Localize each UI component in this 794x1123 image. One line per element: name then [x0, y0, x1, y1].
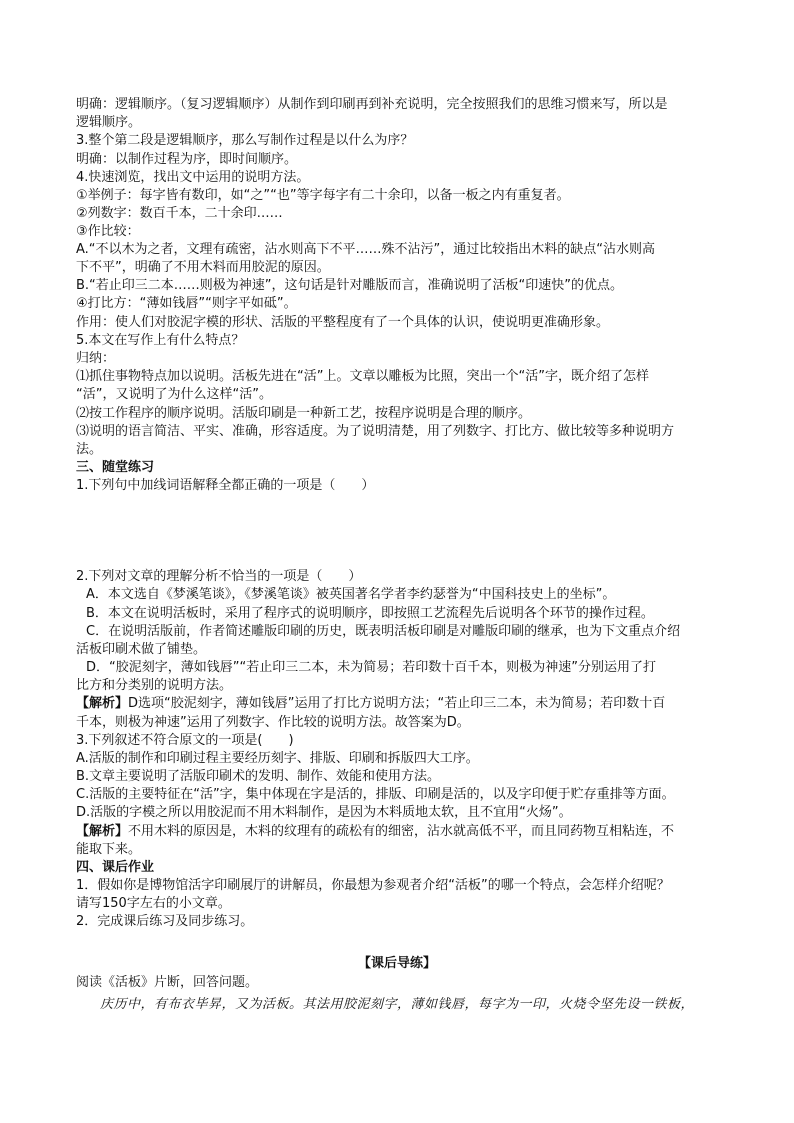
- question-line: 2.下列对文章的理解分析不恰当的一项是（ ）: [76, 569, 362, 584]
- homework-line: 2．完成课后练习及同步练习。: [76, 914, 254, 929]
- question-line: 4.快速浏览，找出文中运用的说明方法。: [76, 170, 310, 185]
- text-line: ⑶说明的语言简洁、平实、准确，形容适度。为了说明清楚，用了列数字、打比方、做比较等多种说明方: [76, 424, 675, 439]
- guide-heading: 【课后导练】: [357, 956, 436, 971]
- question-line: 5.本文在写作上有什么特点？: [76, 333, 245, 348]
- text-line: ⑵按工作程序的顺序说明。活版印刷是一种新工艺，按程序说明是合理的顺序。: [76, 406, 532, 421]
- text-line: 明确：逻辑顺序。（复习逻辑顺序）从制作到印刷再到补充说明，完全按照我们的思维习惯来写，所以是: [76, 97, 668, 112]
- analysis-tag: 【解析】: [76, 696, 129, 711]
- analysis-tag: 【解析】: [76, 824, 129, 839]
- section-heading: 三、随堂练习: [76, 460, 155, 475]
- analysis-line: 能取下来。: [76, 842, 142, 857]
- option-line: C.活版的主要特征在“活”字，集中体现在字是活的，排版、印刷是活的，以及字印便于贮存重排等方面。: [76, 787, 675, 802]
- analysis-line: 【解析】不用木料的原因是，木料的纹理有的疏松有的细密，沾水就高低不平，而且同药物互相粘连，不: [76, 824, 675, 839]
- text-line: ③作比较：: [76, 224, 140, 239]
- option-line: D.活版的字模之所以用胶泥而不用木料制作，是因为木料质地太软，且不宜用“火炀”。: [76, 805, 572, 820]
- text-line: A.“不以木为之者，文理有疏密，沾水则高下不平……殊不沾污”，通过比较指出木料的缺点“沾水则高: [76, 242, 656, 257]
- option-line: 活板印刷术做了铺垫。: [76, 642, 207, 657]
- question-line: 3.下列叙述不符合原文的一项是( ): [76, 733, 294, 748]
- option-line: A.活版的制作和印刷过程主要经历刻字、排版、印刷和拆版四大工序。: [76, 751, 479, 766]
- option-line: A．本文选自《梦溪笔谈》，《梦溪笔谈》被英国著名学者李约瑟誉为“中国科技史上的坐标”。: [86, 587, 616, 602]
- homework-line: 请写150字左右的小文章。: [76, 896, 231, 911]
- question-line: 1.下列句中加线词语解释全都正确的一项是（ ）: [76, 478, 375, 493]
- question-line: 3.整个第二段是逻辑顺序，那么写制作过程是以什么为序？: [76, 133, 414, 148]
- text-line: ④打比方：“薄如钱唇”“则字平如砥”。: [76, 296, 297, 311]
- text-line: “活”，又说明了为什么这样“活”。: [76, 387, 272, 402]
- text-line: 逻辑顺序。: [76, 115, 142, 130]
- text-line: ②列数字：数百千本，二十余印……: [76, 206, 283, 221]
- text-line: 明确：以制作过程为序，即时间顺序。: [76, 152, 298, 167]
- homework-line: 1．假如你是博物馆活字印刷展厅的讲解员，你最想为参观者介绍“活板”的哪一个特点，会怎样介绍呢？: [76, 878, 670, 893]
- classical-text: 庆历中，有布衣毕昇，又为活板。其法用胶泥刻字，薄如钱唇，每字为一印，火烧令坚先设一铁板，: [100, 997, 695, 1012]
- option-line: D．“胶泥刻字，薄如钱唇”“若止印三二本，未为简易；若印数十百千本，则极为神速”分别运用了打: [86, 660, 656, 675]
- text-line: B.“若止印三二本……则极为神速”，这句话是针对雕版而言，准确说明了活板“印速快”的优点。: [76, 278, 623, 293]
- text-line: ①举例子：每字皆有数印，如“之”“也”等字每字有二十余印，以备一板之内有重复者。: [76, 188, 570, 203]
- option-line: B．本文在说明活板时，采用了程序式的说明顺序，即按照工艺流程先后说明各个环节的操作过程。: [86, 606, 654, 621]
- analysis-line: 【解析】D选项“胶泥刻字，薄如钱唇”运用了打比方说明方法；“若止印三二本，未为简易；若印数十百: [76, 696, 666, 711]
- reading-instruction: 阅读《活板》片断，回答问题。: [76, 975, 259, 990]
- section-heading: 四、课后作业: [76, 860, 155, 875]
- text-line: 归纳：: [76, 351, 116, 366]
- text-line: ⑴抓住事物特点加以说明。活板先进在“活”上。文章以雕板为比照，突出一个“活”字，既介绍了怎样: [76, 369, 649, 384]
- analysis-line: 千本，则极为神速”运用了列数字、作比较的说明方法。故答案为D。: [76, 715, 470, 730]
- text-line: 下不平”，明确了不用木料而用胶泥的原因。: [76, 260, 330, 275]
- option-line: B.文章主要说明了活版印刷术的发明、制作、效能和使用方法。: [76, 769, 441, 784]
- text-line: 作用：使人们对胶泥字模的形状、活版的平整程度有了一个具体的认识，使说明更准确形象。: [76, 315, 610, 330]
- option-line: C．在说明活版前，作者简述雕版印刷的历史，既表明活板印刷是对雕版印刷的继承，也为下文重点介绍: [86, 624, 681, 639]
- option-line: 比方和分类别的说明方法。: [76, 678, 233, 693]
- text-line: 法。: [76, 442, 103, 457]
